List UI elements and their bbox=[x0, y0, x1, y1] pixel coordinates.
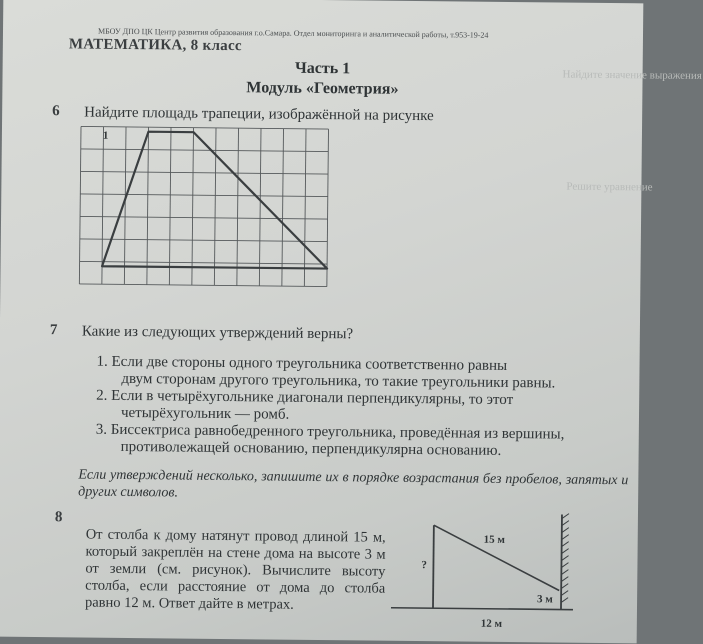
ground-line bbox=[391, 608, 573, 610]
grid-vertical-line bbox=[79, 126, 81, 283]
question-number-6: 6 bbox=[52, 103, 60, 120]
grid-horizontal-line bbox=[80, 194, 327, 197]
hatch-mark bbox=[561, 563, 568, 568]
bleed-through-text: Найдите значение выражения bbox=[562, 68, 702, 82]
grid-horizontal-line bbox=[80, 261, 327, 264]
question-6-text: Найдите площадь трапеции, изображённой на рисунке bbox=[84, 104, 434, 125]
grid-horizontal-line bbox=[80, 216, 327, 219]
grid-horizontal-line bbox=[81, 171, 328, 174]
distance-label: 12 м bbox=[480, 617, 503, 630]
module-title: Модуль «Геометрия» bbox=[246, 79, 399, 98]
attach-height-label: 3 м bbox=[537, 593, 553, 606]
trapezoid-grid-figure bbox=[73, 123, 347, 286]
grid-vertical-line bbox=[214, 128, 216, 285]
part-title: Часть 1 bbox=[294, 59, 351, 78]
hatch-mark bbox=[562, 514, 569, 519]
grid-vertical-line bbox=[237, 128, 239, 285]
statement-2-line2: четырёхугольник — ромб. bbox=[120, 404, 290, 423]
wire-length-label: 15 м bbox=[483, 533, 506, 546]
grid-vertical-line bbox=[192, 128, 194, 285]
hatch-mark bbox=[561, 584, 568, 589]
grid-vertical-line bbox=[259, 128, 261, 285]
bleed-through-text: Решите уравнение bbox=[566, 180, 653, 194]
subject-title: МАТЕМАТИКА, 8 класс bbox=[68, 36, 243, 55]
hatch-mark bbox=[561, 598, 568, 603]
grid-horizontal-line bbox=[80, 239, 327, 242]
hatch-mark bbox=[562, 521, 569, 526]
grid-horizontal-line bbox=[81, 126, 328, 129]
grid-vertical-line bbox=[169, 127, 171, 284]
hatch-mark bbox=[562, 528, 569, 533]
hatch-mark bbox=[562, 549, 569, 554]
statement-1-line1: 1. Если две стороны одного треугольника соответственно равны bbox=[96, 353, 508, 374]
pole-line bbox=[433, 525, 434, 608]
hatch-mark bbox=[561, 591, 568, 596]
pole-height-label: ? bbox=[421, 559, 428, 572]
hatch-mark bbox=[562, 542, 569, 547]
question-number-8: 8 bbox=[54, 509, 63, 526]
grid-vertical-line bbox=[327, 129, 329, 286]
question-8-text: От столба к дому натянут провод длиной 15 м, который закреплён на стене дома на высоте 3 м от земли (см. рисунок). Вычислите высоту столба, если расстояние от дома до столба равно 12 м. Ответ дайте в метрах. bbox=[84, 526, 386, 613]
hatch-mark bbox=[562, 535, 569, 540]
statement-2-line1: 2. Если в четырёхугольнике диагонали перпендикулярны, то этот bbox=[96, 387, 514, 409]
statement-3-line1: 3. Биссектриса равнобедренного треугольника, проведённая из вершины, bbox=[95, 421, 565, 443]
header-organization: МБОУ ДПО ЦК Центр развития образования г.о.Самара. Отдел мониторинга и аналитической работы, т.953-19-24 bbox=[97, 26, 489, 40]
statements-list bbox=[96, 354, 629, 462]
grid-vertical-line bbox=[147, 127, 149, 284]
question-number-7: 7 bbox=[49, 322, 58, 339]
grid-vertical-line bbox=[124, 127, 126, 284]
hatch-mark bbox=[561, 577, 568, 582]
statement-3-line2: противолежащей основанию, перпендикулярна основанию. bbox=[120, 438, 502, 459]
statement-1-line2: двум сторонам другого треугольника, то такие треугольники равны. bbox=[121, 370, 556, 392]
grid-vertical-line bbox=[282, 129, 284, 286]
hatch-mark bbox=[561, 556, 568, 561]
hatch-mark bbox=[561, 570, 568, 575]
grid-unit-label: 1 bbox=[102, 129, 109, 142]
grid-horizontal-line bbox=[79, 284, 326, 287]
grid-lines bbox=[79, 126, 328, 286]
pole-house-figure bbox=[391, 509, 582, 633]
grid-vertical-line bbox=[304, 129, 306, 286]
question-7-text: Какие из следующих утверждений верны? bbox=[81, 323, 354, 343]
answer-instruction: Если утверждений несколько, запишите их в порядке возрастания без пробелов, запятых и других символов. bbox=[78, 467, 629, 501]
grid-horizontal-line bbox=[81, 149, 328, 152]
